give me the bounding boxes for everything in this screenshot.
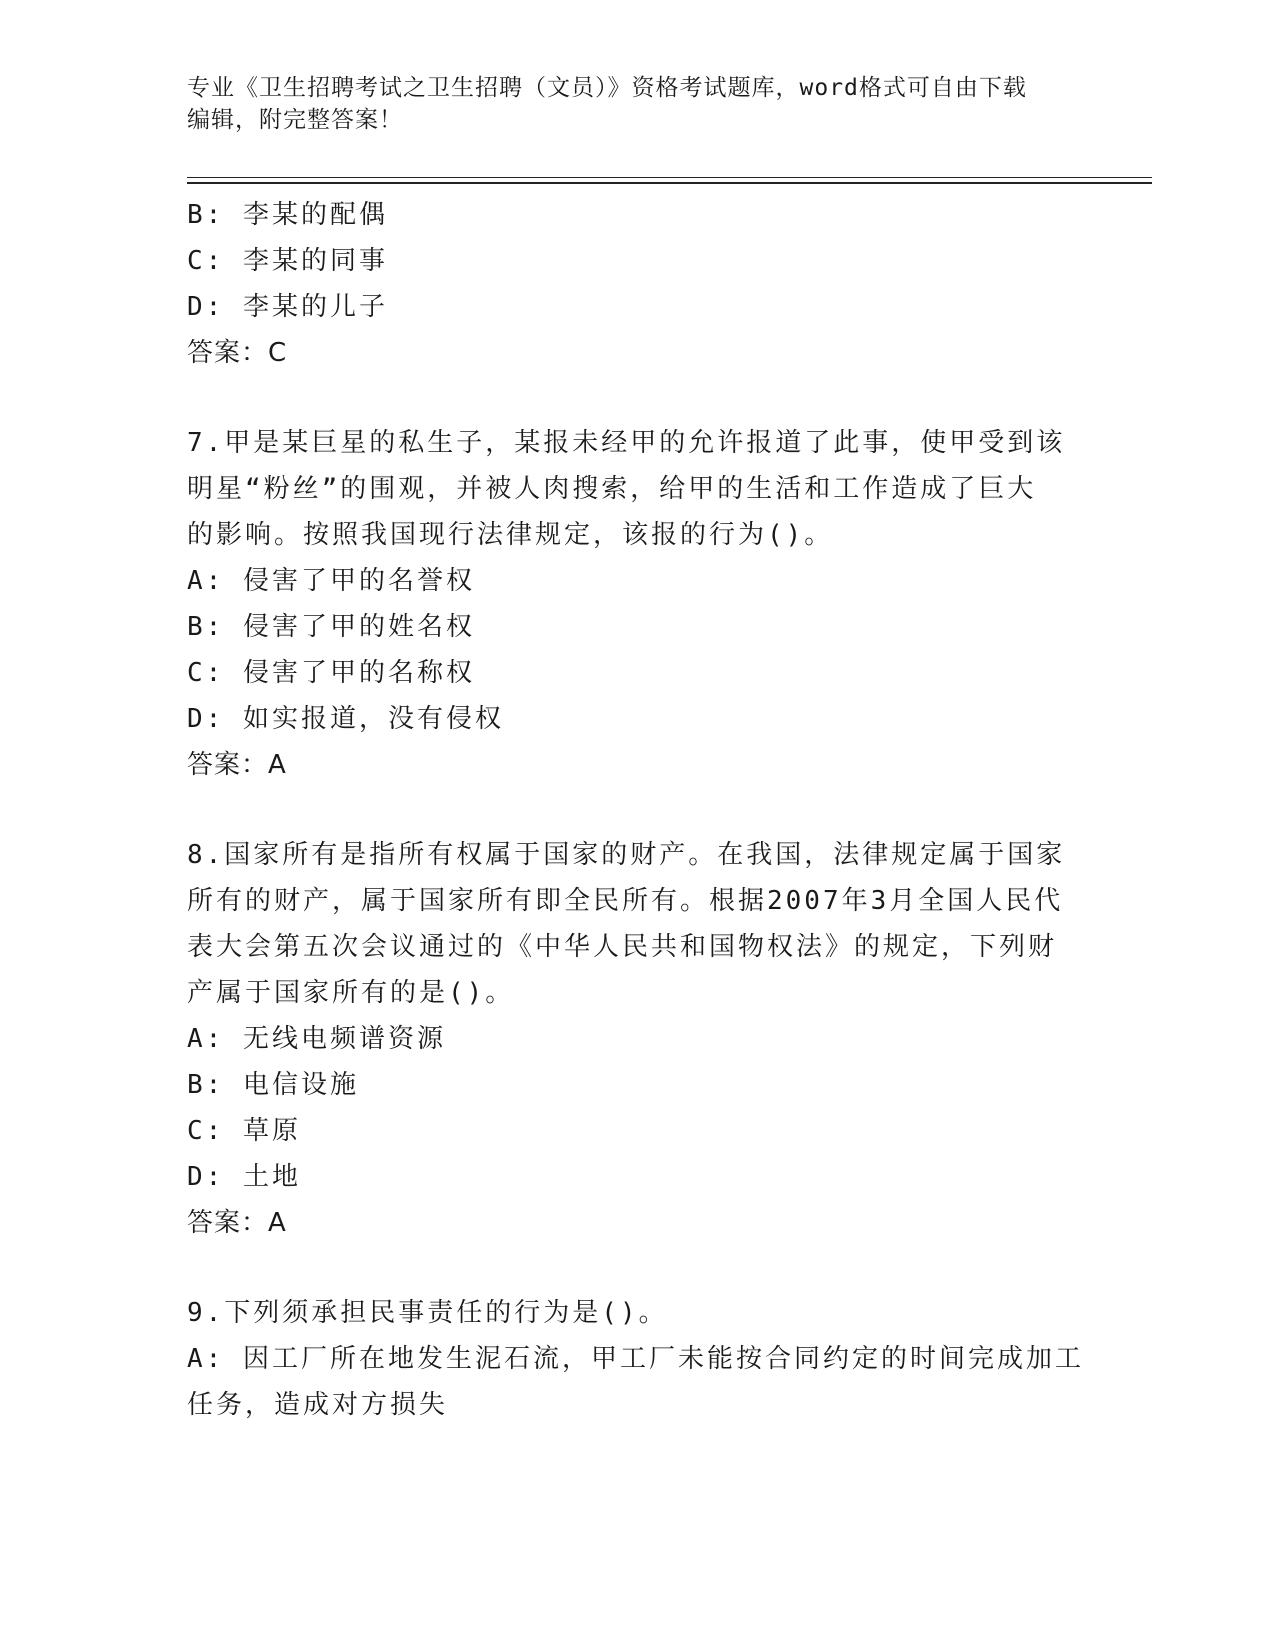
question-stem-line: 9.下列须承担民事责任的行为是()。 [187, 1298, 668, 1328]
question-stem-line: 7.甲是某巨星的私生子，某报未经甲的允许报道了此事，使甲受到该 [187, 428, 1066, 458]
header-line-1: 专业《卫生招聘考试之卫生招聘（文员）》资格考试题库，word格式可自由下载 [187, 75, 1027, 101]
option-d: D: 李某的儿子 [187, 292, 388, 322]
answer-label: 答案：C [187, 338, 288, 368]
answer-label: 答案：A [187, 1208, 287, 1238]
option-b: B: 李某的配偶 [187, 200, 388, 230]
header-rule-thick [187, 182, 1152, 184]
question-content [187, 192, 1087, 1428]
option-d: D: 土地 [187, 1162, 301, 1192]
question-6-tail [187, 192, 1087, 376]
option-b: B: 侵害了甲的姓名权 [187, 612, 475, 642]
option-c: C: 李某的同事 [187, 246, 388, 276]
option-a-continued: 任务，造成对方损失 [187, 1390, 449, 1420]
question-stem-line: 明星“粉丝”的围观，并被人肉搜索，给甲的生活和工作造成了巨大 [187, 474, 1037, 504]
option-a: A: 无线电频谱资源 [187, 1024, 446, 1054]
question-9 [187, 1290, 1087, 1428]
option-b: B: 电信设施 [187, 1070, 359, 1100]
option-d: D: 如实报道，没有侵权 [187, 704, 504, 734]
spacer [187, 1246, 1087, 1290]
question-stem-line: 8.国家所有是指所有权属于国家的财产。在我国，法律规定属于国家 [187, 840, 1066, 870]
header-line-2: 编辑，附完整答案！ [187, 107, 403, 133]
answer-label: 答案：A [187, 750, 287, 780]
question-stem-line: 所有的财产，属于国家所有即全民所有。根据2007年3月全国人民代 [187, 886, 1064, 916]
question-stem-line: 的影响。按照我国现行法律规定，该报的行为()。 [187, 520, 834, 550]
option-c: C: 草原 [187, 1116, 301, 1146]
spacer [187, 376, 1087, 420]
question-7 [187, 420, 1087, 788]
question-stem-line: 表大会第五次会议通过的《中华人民共和国物权法》的规定，下列财 [187, 932, 1058, 962]
header-rule-thin [187, 177, 1152, 178]
option-c: C: 侵害了甲的名称权 [187, 658, 475, 688]
spacer [187, 788, 1087, 832]
question-8 [187, 832, 1087, 1246]
question-stem-line: 产属于国家所有的是()。 [187, 978, 515, 1008]
option-a: A: 侵害了甲的名誉权 [187, 566, 475, 596]
option-a: A: 因工厂所在地发生泥石流，甲工厂未能按合同约定的时间完成加工 [187, 1344, 1084, 1374]
page-header [187, 72, 1087, 136]
